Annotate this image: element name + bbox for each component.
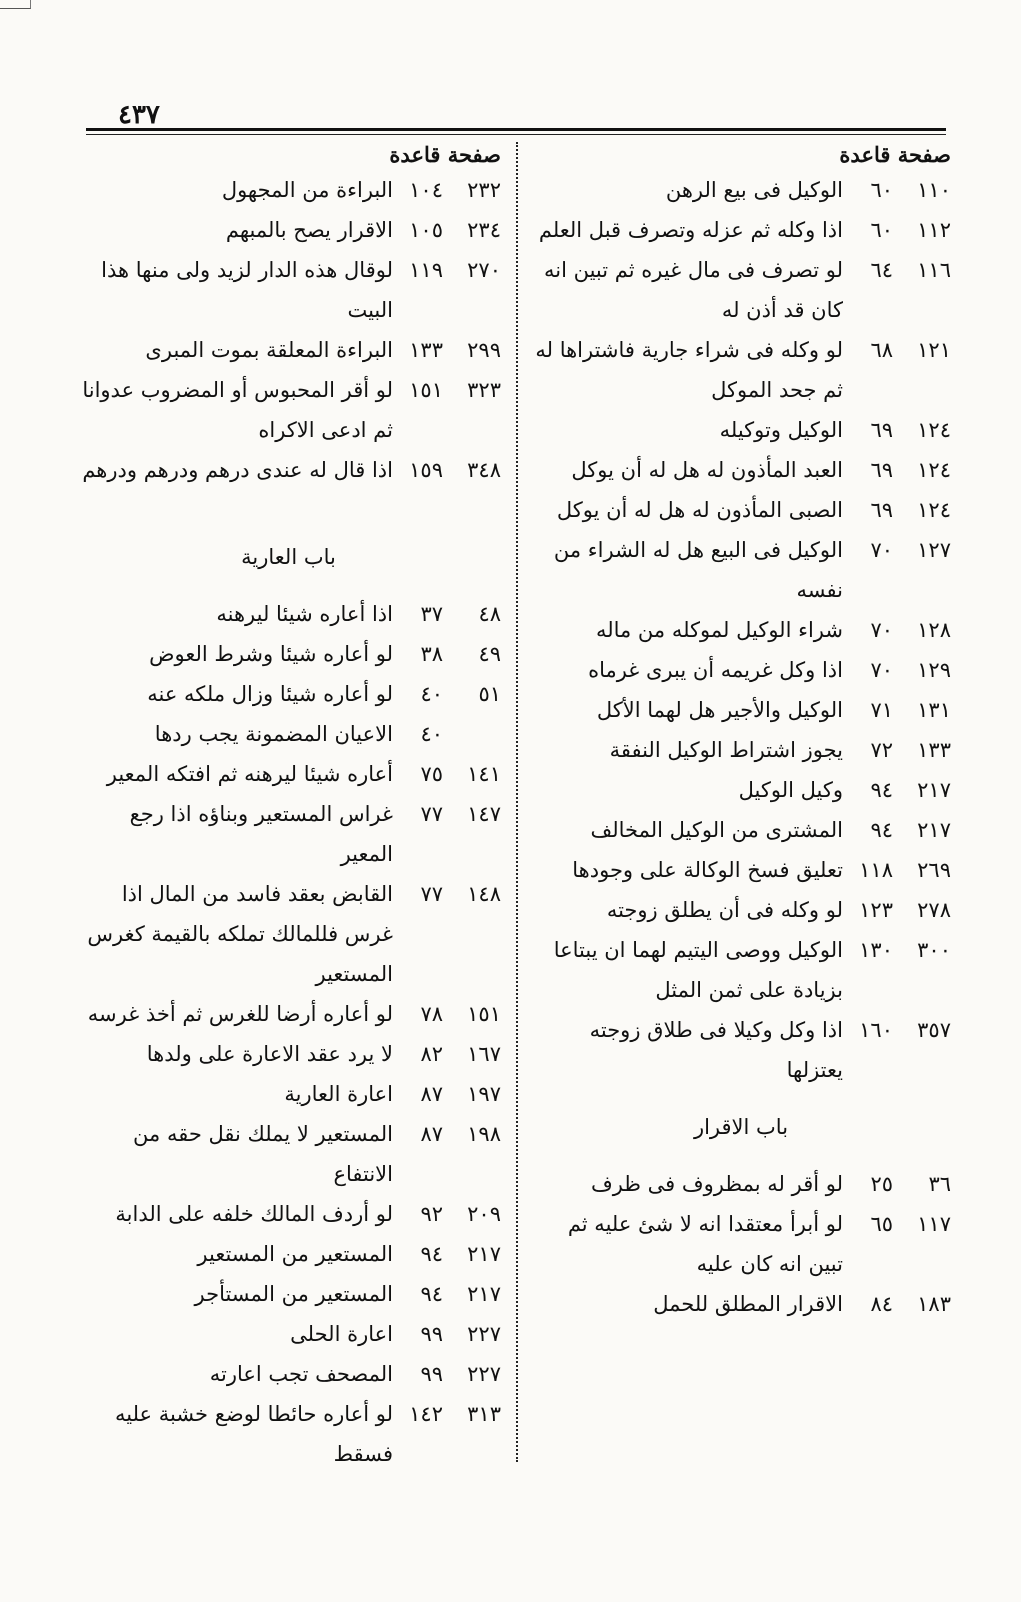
entry-rule-number: ٤٠ [420, 722, 443, 746]
entry-page-number: ١٢٨ [917, 618, 951, 642]
entry-rule-number: ١٣٣ [409, 338, 443, 362]
entry-text: اذا وكله ثم عزله وتصرف قبل العلم [538, 218, 843, 242]
entry-text: اذا وكل غريمه أن يبرى غرماه [588, 658, 843, 682]
right-entries [531, 170, 951, 1090]
index-entry [76, 1314, 501, 1354]
entry-text: الاقرار يصح بالمبهم [225, 218, 393, 242]
entry-rule-number: ٦٤ [870, 258, 893, 282]
index-entry [531, 810, 951, 850]
entry-page-number: ١٦٧ [467, 1042, 501, 1066]
entry-page-number: ١٣١ [917, 698, 951, 722]
index-entry [76, 994, 501, 1034]
entry-text: اعارة العارية [284, 1082, 393, 1106]
entry-rule-number: ٩٤ [420, 1282, 443, 1306]
entry-page-number: ٢٢٧ [467, 1322, 501, 1346]
index-entry [76, 634, 501, 674]
entry-rule-number: ٨٧ [420, 1082, 443, 1106]
entry-page-number: ٥١ [478, 682, 501, 706]
entry-rule-number: ١٣٠ [859, 938, 893, 962]
entry-text: اذا أعاره شيئا ليرهنه [216, 602, 393, 626]
index-entry [531, 730, 951, 770]
entry-rule-number: ١٦٠ [859, 1018, 893, 1042]
entry-page-number: ٤٩ [478, 642, 501, 666]
entry-rule-number: ٧١ [870, 698, 893, 722]
entry-page-number: ٣٢٣ [467, 378, 501, 402]
entry-text: لو وكله فى أن يطلق زوجته [606, 898, 843, 922]
entry-page-number: ٣٠٠ [917, 938, 951, 962]
entry-rule-number: ٦٠ [870, 218, 893, 242]
entry-page-number: ١١٠ [917, 178, 951, 202]
section-title: باب العارية [241, 545, 336, 569]
entry-page-number: ١٩٧ [467, 1082, 501, 1106]
entry-page-number: ١٩٨ [467, 1122, 501, 1146]
entry-text: الوكيل والأجير هل لهما الأكل [596, 698, 843, 722]
index-entry [76, 794, 501, 874]
entry-rule-number: ٩٢ [420, 1202, 443, 1226]
entry-rule-number: ٩٤ [420, 1242, 443, 1266]
entry-page-number: ١٤٧ [467, 802, 501, 826]
entry-text: لا يرد عقد الاعارة على ولدها [146, 1042, 393, 1066]
entry-text: الوكيل ووصى اليتيم لهما ان يبتاعا بزيادة على ثمن المثل [553, 938, 843, 1002]
entry-page-number: ١٤١ [467, 762, 501, 786]
entry-rule-number: ٧٠ [870, 538, 893, 562]
entry-text: المصحف تجب اعارته [209, 1362, 393, 1386]
entry-page-number: ٣٥٧ [917, 1018, 951, 1042]
index-entry [76, 1234, 501, 1274]
index-entry [531, 690, 951, 730]
left-column [76, 140, 501, 1474]
entry-text: تعليق فسخ الوكالة على وجودها [572, 858, 843, 882]
index-entry [76, 170, 501, 210]
index-entry [531, 610, 951, 650]
entry-text: الوكيل فى بيع الرهن [665, 178, 843, 202]
index-entry [76, 1034, 501, 1074]
right-section-entries [531, 1164, 951, 1324]
index-entry [76, 1274, 501, 1314]
entry-text: وكيل الوكيل [738, 778, 843, 802]
index-entry [76, 370, 501, 450]
entry-text: لو وكله فى شراء جارية فاشتراها له ثم جحد الموكل [535, 338, 843, 402]
entry-rule-number: ٧٢ [870, 738, 893, 762]
index-entry [531, 850, 951, 890]
entry-text: الصبى المأذون له هل له أن يوكل [556, 498, 843, 522]
entry-rule-number: ٨٧ [420, 1122, 443, 1146]
entry-rule-number: ٧٠ [870, 658, 893, 682]
index-entry [76, 714, 501, 754]
entry-rule-number: ٩٤ [870, 778, 893, 802]
header-rule-thin [86, 134, 946, 135]
entry-page-number: ٢١٧ [917, 778, 951, 802]
entry-text: اذا قال له عندى درهم ودرهم ودرهم [82, 458, 393, 482]
index-entry [76, 874, 501, 994]
entry-text: لو أبرأ معتقدا انه لا شئ عليه ثم تبين انه كان عليه [567, 1212, 843, 1276]
entry-page-number: ١٥١ [467, 1002, 501, 1026]
entry-page-number: ٢٧٨ [917, 898, 951, 922]
entry-rule-number: ١٠٥ [409, 218, 443, 242]
entry-text: غراس المستعير وبناؤه اذا رجع المعير [129, 802, 393, 866]
index-entry [531, 530, 951, 610]
entry-rule-number: ٩٩ [420, 1322, 443, 1346]
entry-rule-number: ٧٥ [420, 762, 443, 786]
index-entry [531, 330, 951, 410]
entry-rule-number: ٦٠ [870, 178, 893, 202]
index-entry [531, 1010, 951, 1090]
entry-page-number: ٢١٧ [467, 1242, 501, 1266]
index-entry [531, 210, 951, 250]
column-header: صفحة قاعدة [839, 142, 951, 167]
index-entry [76, 594, 501, 634]
entry-text: اذا وكل وكيلا فى طلاق زوجته يعتزلها [589, 1018, 843, 1082]
entry-text: القابض بعقد فاسد من المال اذا غرس فللمالك تملكه بالقيمة كغرس المستعير [87, 882, 393, 986]
entry-rule-number: ١٤٢ [409, 1402, 443, 1426]
header-rule [86, 128, 946, 131]
entry-rule-number: ٧٠ [870, 618, 893, 642]
entry-text: شراء الوكيل لموكله من ماله [595, 618, 843, 642]
entry-page-number: ١٢٤ [917, 458, 951, 482]
index-entry [76, 1354, 501, 1394]
column-divider [516, 142, 518, 1462]
entry-page-number: ١٢٩ [917, 658, 951, 682]
index-entry [76, 674, 501, 714]
entry-rule-number: ٦٥ [870, 1212, 893, 1236]
entry-text: المستعير لا يملك نقل حقه من الانتفاع [133, 1122, 393, 1186]
section-spacer [76, 490, 501, 520]
entry-page-number [443, 714, 501, 754]
entry-page-number: ٢٠٩ [467, 1202, 501, 1226]
entry-rule-number: ١١٨ [859, 858, 893, 882]
entry-text: لو أردف المالك خلفه على الدابة [115, 1202, 393, 1226]
entry-page-number: ١٢١ [917, 338, 951, 362]
index-entry [76, 450, 501, 490]
entry-page-number: ٣١٣ [467, 1402, 501, 1426]
index-entry [531, 450, 951, 490]
entry-rule-number: ٧٨ [420, 1002, 443, 1026]
page-number: ٤٣٧ [118, 100, 160, 130]
entry-page-number: ١٢٤ [917, 498, 951, 522]
entry-page-number: ١٣٣ [917, 738, 951, 762]
index-entry [531, 1284, 951, 1324]
index-entry [531, 170, 951, 210]
index-entry [76, 250, 501, 330]
entry-rule-number: ٦٨ [870, 338, 893, 362]
entry-page-number: ٢٩٩ [467, 338, 501, 362]
index-entry [76, 1194, 501, 1234]
index-entry [531, 410, 951, 450]
entry-text: البراءة من المجهول [221, 178, 393, 202]
entry-rule-number: ٢٥ [870, 1172, 893, 1196]
entry-page-number: ١٢٧ [917, 538, 951, 562]
entry-text: الوكيل وتوكيله [719, 418, 843, 442]
index-entry [76, 1074, 501, 1114]
entry-text: الوكيل فى البيع هل له الشراء من نفسه [553, 538, 843, 602]
entry-rule-number: ٦٩ [870, 418, 893, 442]
right-column [531, 140, 951, 1324]
entry-text: يجوز اشتراط الوكيل النفقة [609, 738, 843, 762]
entry-page-number: ١٨٣ [917, 1292, 951, 1316]
entry-text: اعارة الحلى [290, 1322, 393, 1346]
entry-text: المستعير من المستأجر [194, 1282, 393, 1306]
entry-text: لو أعاره حائطا لوضع خشبة عليه فسقط [114, 1402, 393, 1466]
entry-page-number: ٢٧٠ [467, 258, 501, 282]
entry-page-number: ٢٦٩ [917, 858, 951, 882]
left-entries [76, 170, 501, 490]
entry-page-number: ٣٦ [928, 1172, 951, 1196]
index-entry [531, 890, 951, 930]
section-title: باب الاقرار [693, 1115, 789, 1139]
column-header: صفحة قاعدة [389, 142, 501, 167]
index-entry [531, 930, 951, 1010]
entry-page-number: ١١٦ [917, 258, 951, 282]
entry-rule-number: ١٥١ [409, 378, 443, 402]
index-entry [531, 650, 951, 690]
entry-rule-number: ١٠٤ [409, 178, 443, 202]
entry-rule-number: ٨٢ [420, 1042, 443, 1066]
index-entry [531, 1164, 951, 1204]
entry-rule-number: ١٢٣ [859, 898, 893, 922]
entry-text: المشترى من الوكيل المخالف [590, 818, 843, 842]
entry-page-number: ١٤٨ [467, 882, 501, 906]
entry-rule-number: ٩٤ [870, 818, 893, 842]
index-entry [76, 330, 501, 370]
entry-rule-number: ٤٠ [420, 682, 443, 706]
entry-text: المستعير من المستعير [197, 1242, 393, 1266]
index-entry [76, 210, 501, 250]
index-entry [531, 490, 951, 530]
entry-rule-number: ٨٤ [870, 1292, 893, 1316]
entry-rule-number: ٦٩ [870, 458, 893, 482]
entry-text: لو أعاره شيئا وزال ملكه عنه [147, 682, 393, 706]
entry-text: لوقال هذه الدار لزيد ولى منها هذا البيت [101, 258, 393, 322]
entry-page-number: ٢٣٢ [467, 178, 501, 202]
entry-page-number: ١٢٤ [917, 418, 951, 442]
index-entry [76, 1114, 501, 1194]
entry-text: لو تصرف فى مال غيره ثم تبين انه كان قد أذن له [543, 258, 843, 322]
entry-rule-number: ٧٧ [420, 882, 443, 906]
entry-rule-number: ٦٩ [870, 498, 893, 522]
entry-rule-number: ١٥٩ [409, 458, 443, 482]
entry-rule-number: ٧٧ [420, 802, 443, 826]
entry-text: أعاره شيئا ليرهنه ثم افتكه المعير [106, 762, 393, 786]
entry-page-number: ٢٣٤ [467, 218, 501, 242]
left-section-entries [76, 594, 501, 1474]
entry-page-number: ٢٢٧ [467, 1362, 501, 1386]
entry-page-number: ١١٢ [917, 218, 951, 242]
scan-corner-mark [0, 0, 31, 9]
index-entry [76, 754, 501, 794]
entry-rule-number: ٣٧ [420, 602, 443, 626]
entry-page-number: ٤٨ [478, 602, 501, 626]
entry-rule-number: ٩٩ [420, 1362, 443, 1386]
index-entry [531, 250, 951, 330]
index-entry [76, 1394, 501, 1474]
index-entry [531, 1204, 951, 1284]
entry-text: الاقرار المطلق للحمل [653, 1292, 843, 1316]
entry-page-number: ٢١٧ [467, 1282, 501, 1306]
entry-text: العبد المأذون له هل له أن يوكل [571, 458, 843, 482]
entry-rule-number: ٣٨ [420, 642, 443, 666]
entry-text: لو أعاره شيئا وشرط العوض [149, 642, 393, 666]
entry-page-number: ٢١٧ [917, 818, 951, 842]
entry-page-number: ١١٧ [917, 1212, 951, 1236]
entry-text: الاعيان المضمونة يجب ردها [154, 722, 393, 746]
index-entry [531, 770, 951, 810]
entry-text: لو أقر المحبوس أو المضروب عدوانا ثم ادعى الاكراه [82, 378, 393, 442]
entry-text: لو أعاره أرضا للغرس ثم أخذ غرسه [87, 1002, 393, 1026]
entry-rule-number: ١١٩ [409, 258, 443, 282]
entry-page-number: ٣٤٨ [467, 458, 501, 482]
entry-text: البراءة المعلقة بموت المبرى [145, 338, 393, 362]
entry-text: لو أقر له بمظروف فى ظرف [590, 1172, 843, 1196]
